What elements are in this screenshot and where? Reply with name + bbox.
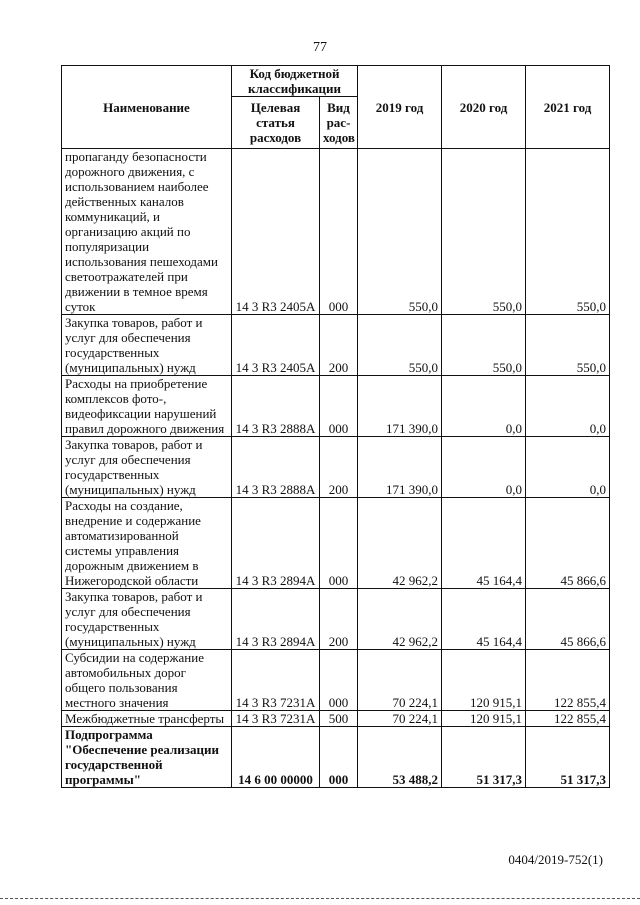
row-2021: 122 855,4 (526, 650, 610, 711)
table-row (62, 711, 610, 727)
table-row-subprogram (62, 727, 610, 788)
row-2019: 171 390,0 (358, 376, 442, 437)
row-type: 200 (320, 315, 358, 376)
row-name: Расходы на приобретение комплексов фото-, видеофиксации нарушений правил дорожного движения (62, 376, 232, 437)
row-type: 000 (320, 149, 358, 315)
row-2019: 53 488,2 (358, 727, 442, 788)
header-target-article: Целевая статья расходов (232, 97, 320, 149)
row-2020: 0,0 (442, 376, 526, 437)
row-name: Подпрограмма "Обеспечение реализации государственной программы" (62, 727, 232, 788)
row-2021: 0,0 (526, 376, 610, 437)
table-row (62, 149, 610, 315)
row-code: 14 3 R3 2894A (232, 589, 320, 650)
row-2020: 45 164,4 (442, 498, 526, 589)
header-expense-type: Вид рас-ходов (320, 97, 358, 149)
row-type: 200 (320, 589, 358, 650)
row-code: 14 3 R3 7231A (232, 711, 320, 727)
table-row (62, 498, 610, 589)
row-2020: 45 164,4 (442, 589, 526, 650)
row-2021: 45 866,6 (526, 589, 610, 650)
row-2019: 171 390,0 (358, 437, 442, 498)
row-name: Расходы на создание, внедрение и содержание автоматизированной системы управления дорожным движением в Нижегородской области (62, 498, 232, 589)
row-2021: 550,0 (526, 315, 610, 376)
row-2021: 45 866,6 (526, 498, 610, 589)
row-type: 000 (320, 650, 358, 711)
row-type: 000 (320, 376, 358, 437)
row-2021: 51 317,3 (526, 727, 610, 788)
row-code: 14 3 R3 2888A (232, 376, 320, 437)
row-code: 14 6 00 00000 (232, 727, 320, 788)
row-code: 14 3 R3 7231A (232, 650, 320, 711)
row-name: Закупка товаров, работ и услуг для обеспечения государственных (муниципальных) нужд (62, 437, 232, 498)
bottom-divider (0, 898, 640, 899)
header-2020: 2020 год (442, 66, 526, 149)
document-code: 0404/2019-752(1) (508, 852, 603, 867)
header-name: Наименование (62, 66, 232, 149)
row-2019: 70 224,1 (358, 711, 442, 727)
row-name: Закупка товаров, работ и услуг для обеспечения государственных (муниципальных) нужд (62, 315, 232, 376)
header-2019: 2019 год (358, 66, 442, 149)
row-2019: 70 224,1 (358, 650, 442, 711)
row-2020: 550,0 (442, 315, 526, 376)
table-row (62, 315, 610, 376)
table-row (62, 437, 610, 498)
row-2019: 550,0 (358, 315, 442, 376)
row-2020: 0,0 (442, 437, 526, 498)
row-2019: 42 962,2 (358, 498, 442, 589)
row-code: 14 3 R3 2888A (232, 437, 320, 498)
row-type: 200 (320, 437, 358, 498)
header-budget-code: Код бюджетной классификации (232, 66, 358, 97)
row-name: Субсидии на содержание автомобильных дорог общего пользования местного значения (62, 650, 232, 711)
row-code: 14 3 R3 2405A (232, 149, 320, 315)
row-name: Закупка товаров, работ и услуг для обеспечения государственных (муниципальных) нужд (62, 589, 232, 650)
table-row (62, 650, 610, 711)
budget-table (61, 65, 610, 788)
row-2020: 550,0 (442, 149, 526, 315)
row-2019: 42 962,2 (358, 589, 442, 650)
page-number: 77 (313, 40, 327, 55)
row-name: пропаганду безопасности дорожного движения, с использованием наиболее действенных каналов коммуникаций, и организацию акций по популяризации использования пешеходами светоотражателей при движении в темное время суток (62, 149, 232, 315)
row-code: 14 3 R3 2894A (232, 498, 320, 589)
row-name: Межбюджетные трансферты (62, 711, 232, 727)
table-row (62, 376, 610, 437)
row-2021: 550,0 (526, 149, 610, 315)
row-2020: 51 317,3 (442, 727, 526, 788)
table-row (62, 589, 610, 650)
row-type: 000 (320, 727, 358, 788)
row-type: 500 (320, 711, 358, 727)
row-code: 14 3 R3 2405A (232, 315, 320, 376)
row-type: 000 (320, 498, 358, 589)
row-2020: 120 915,1 (442, 711, 526, 727)
header-2021: 2021 год (526, 66, 610, 149)
row-2019: 550,0 (358, 149, 442, 315)
row-2021: 0,0 (526, 437, 610, 498)
row-2021: 122 855,4 (526, 711, 610, 727)
row-2020: 120 915,1 (442, 650, 526, 711)
